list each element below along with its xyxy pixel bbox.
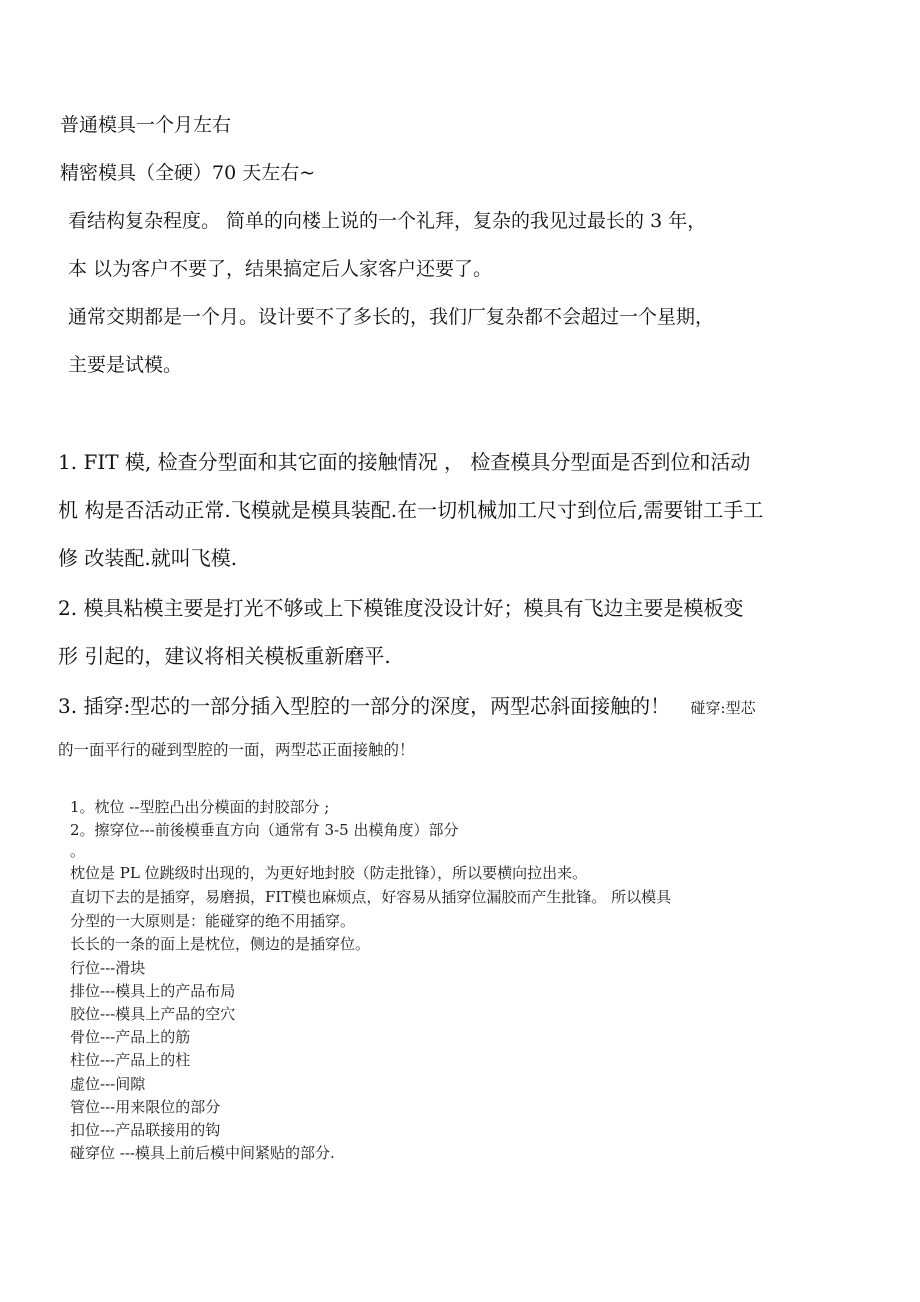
- item-3-text: 3. 插穿:型芯的一部分插入型腔的一部分的深度，两型芯斜面接触的！: [58, 694, 671, 718]
- note-line: 。: [70, 842, 86, 860]
- note-line: 2。擦穿位---前後模垂直方向（通常有 3-5 出模角度）部分: [70, 821, 459, 839]
- item-1-line-2: 机 构是否活动正常.飞模就是模具装配.在一切机械加工尺寸到位后,需要钳工手工: [58, 498, 764, 522]
- note-line: 排位---模具上的产品布局: [70, 982, 236, 1000]
- note-line: 柱位---产品上的柱: [70, 1051, 191, 1069]
- text-line-3: 看结构复杂程度。 简单的向楼上说的一个礼拜，复杂的我见过最长的 3 年，: [68, 210, 707, 232]
- note-line: 管位---用来限位的部分: [70, 1098, 221, 1116]
- note-line: 胶位---模具上产品的空穴: [70, 1005, 236, 1023]
- note-line: 虚位---间隙: [70, 1075, 146, 1093]
- note-line: 分型的一大原则是：能碰穿的绝不用插穿。: [70, 912, 356, 930]
- text-line-2: 精密模具（全硬）70 天左右~: [60, 162, 316, 184]
- item-2-line-2: 形 引起的，建议将相关模板重新磨平.: [58, 644, 391, 668]
- note-line: 枕位是 PL 位跳级时出现的，为更好地封胶（防走批锋），所以要横向拉出来。: [70, 864, 588, 882]
- item-3-small-text: 碰穿:型芯: [690, 699, 756, 717]
- item-1-line-1: 1. FIT 模, 检查分型面和其它面的接触情况 ， 检查模具分型面是否到位和活动: [58, 450, 751, 474]
- text-line-6: 主要是试模。: [68, 354, 183, 376]
- note-line: 碰穿位 ---模具上前后模中间紧贴的部分.: [70, 1144, 335, 1162]
- item-1-line-3: 修 改装配.就叫飞模.: [58, 546, 238, 570]
- note-line: 直切下去的是插穿，易磨损，FIT模也麻烦点，好容易从插穿位漏胶而产生批锋。 所以模具: [70, 888, 672, 906]
- note-line: 行位---滑块: [70, 959, 146, 977]
- item-3-line-1: [58, 690, 756, 719]
- text-line-1: 普通模具一个月左右: [60, 114, 232, 136]
- item-2-line-1: 2. 模具粘模主要是打光不够或上下模锥度没设计好；模具有飞边主要是模板变: [58, 596, 744, 620]
- text-line-4: 本 以为客户不要了，结果搞定后人家客户还要了。: [68, 258, 493, 280]
- text-line-5: 通常交期都是一个月。设计要不了多长的，我们厂复杂都不会超过一个星期，: [68, 306, 715, 328]
- note-line: 扣位---产品联接用的钩: [70, 1121, 221, 1139]
- item-3-line-2: 的一面平行的碰到型腔的一面，两型芯正面接触的！: [58, 741, 415, 759]
- note-line: 1。枕位 --型腔凸出分模面的封胶部分 ;: [70, 798, 330, 816]
- note-line: 长长的一条的面上是枕位，侧边的是插穿位。: [70, 935, 371, 953]
- note-line: 骨位---产品上的筋: [70, 1028, 191, 1046]
